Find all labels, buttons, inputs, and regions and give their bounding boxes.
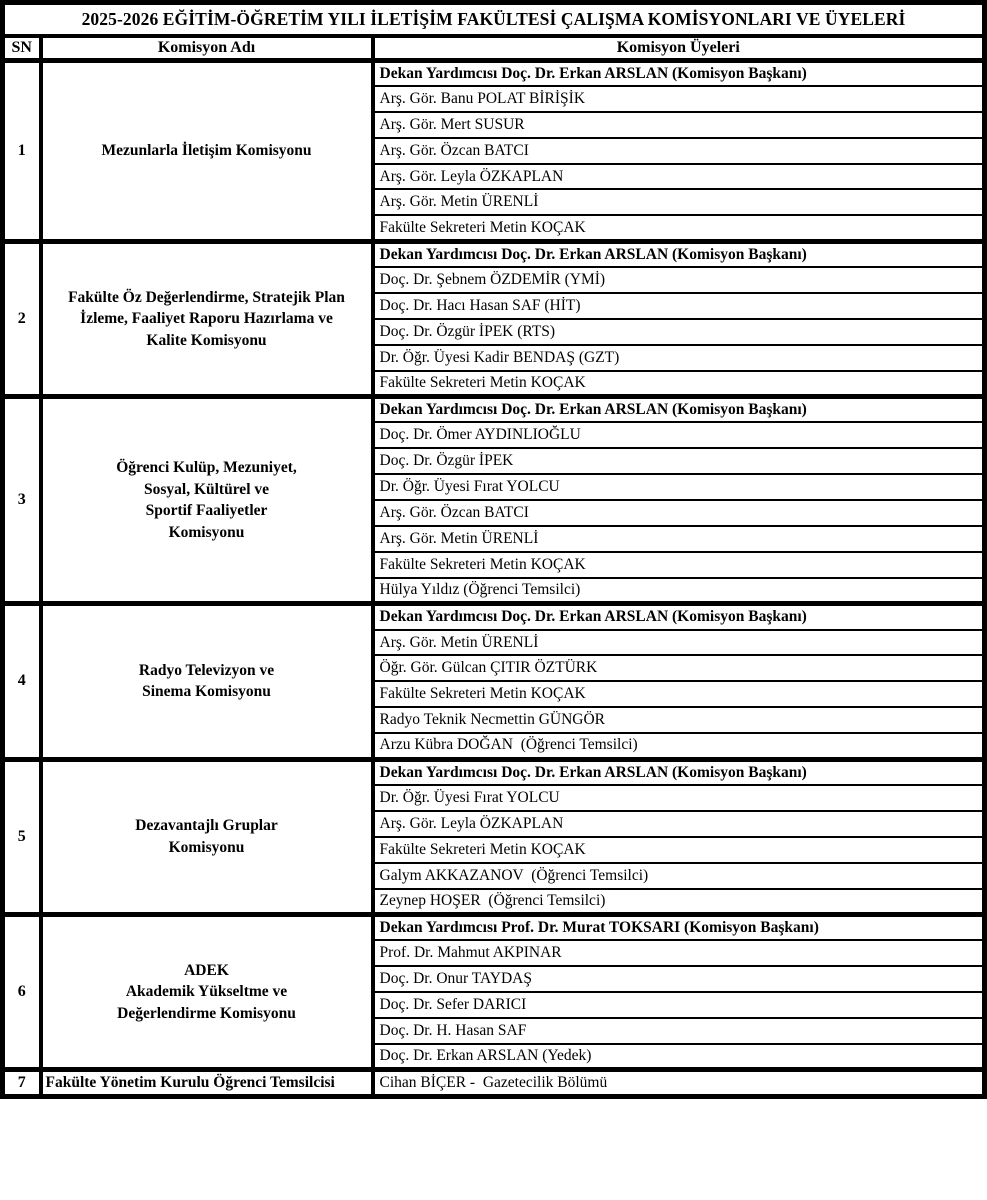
commission-chair-member: Dekan Yardımcısı Doç. Dr. Erkan ARSLAN (Komisyon Başkanı) — [373, 604, 985, 630]
commission-row — [3, 60, 985, 86]
header-row — [3, 36, 985, 61]
commission-name-line: Öğrenci Kulüp, Mezuniyet, — [116, 459, 297, 477]
commission-member: Arzu Kübra DOĞAN (Öğrenci Temsilci) — [373, 733, 985, 759]
commission-sn: 2 — [3, 241, 41, 396]
commission-member: Doç. Dr. Özgür İPEK (RTS) — [373, 319, 985, 345]
column-header-commission-name: Komisyon Adı — [41, 36, 373, 61]
commissions-body — [3, 60, 985, 1096]
commission-member: Arş. Gör. Mert SUSUR — [373, 112, 985, 138]
commission-row — [3, 397, 985, 423]
commission-name-line: Akademik Yükseltme ve — [125, 983, 288, 1001]
page-title: 2025-2026 EĞİTİM-ÖĞRETİM YILI İLETİŞİM FAKÜLTESİ ÇALIŞMA KOMİSYONLARI VE ÜYELERİ — [3, 3, 985, 36]
commission-member: Arş. Gör. Banu POLAT BİRİŞİK — [373, 86, 985, 112]
commission-member: Doç. Dr. Hacı Hasan SAF (HİT) — [373, 293, 985, 319]
commission-sn: 5 — [3, 759, 41, 914]
commission-member: Dr. Öğr. Üyesi Fırat YOLCU — [373, 474, 985, 500]
commission-member: Doç. Dr. H. Hasan SAF — [373, 1018, 985, 1044]
commission-member: Arş. Gör. Metin ÜRENLİ — [373, 630, 985, 656]
commission-sn: 4 — [3, 604, 41, 759]
commission-chair-member: Dekan Yardımcısı Doç. Dr. Erkan ARSLAN (Komisyon Başkanı) — [373, 241, 985, 267]
commission-member: Fakülte Sekreteri Metin KOÇAK — [373, 371, 985, 397]
commission-row — [3, 914, 985, 940]
commission-member: Doç. Dr. Erkan ARSLAN (Yedek) — [373, 1044, 985, 1070]
commission-name-line: Komisyonu — [168, 523, 245, 541]
commission-name-line: ADEK — [184, 962, 229, 979]
commission-name — [41, 397, 373, 604]
commission-member: Zeynep HOŞER (Öğrenci Temsilci) — [373, 889, 985, 915]
commission-name-line: Sosyal, Kültürel ve — [143, 480, 269, 498]
commission-member: Fakülte Sekreteri Metin KOÇAK — [373, 552, 985, 578]
column-header-sn: SN — [3, 36, 41, 61]
commission-name-line: Dezavantajlı Gruplar — [135, 817, 278, 835]
commission-name-line: Fakülte Yönetim Kurulu Öğrenci Temsilcisi — [45, 1074, 335, 1092]
commission-sn: 1 — [3, 60, 41, 241]
commission-row — [3, 604, 985, 630]
commission-member: Doç. Dr. Özgür İPEK — [373, 448, 985, 474]
commission-name — [41, 60, 373, 241]
commission-member: Fakülte Sekreteri Metin KOÇAK — [373, 681, 985, 707]
commission-name — [41, 241, 373, 396]
commission-sn: 6 — [3, 914, 41, 1069]
commission-member: Arş. Gör. Leyla ÖZKAPLAN — [373, 811, 985, 837]
commission-member: Arş. Gör. Özcan BATCI — [373, 138, 985, 164]
commission-row — [3, 1070, 985, 1096]
commission-name-line: Değerlendirme Komisyonu — [117, 1004, 296, 1022]
commission-sn: 3 — [3, 397, 41, 604]
commission-name-line: Sinema Komisyonu — [142, 683, 271, 701]
commission-name-line: Sportif Faaliyetler — [145, 502, 268, 520]
commission-member: Dr. Öğr. Üyesi Fırat YOLCU — [373, 785, 985, 811]
commission-member: Prof. Dr. Mahmut AKPINAR — [373, 940, 985, 966]
commission-row — [3, 759, 985, 785]
commission-member: Doç. Dr. Ömer AYDINLIOĞLU — [373, 422, 985, 448]
commission-chair-member: Dekan Yardımcısı Doç. Dr. Erkan ARSLAN (Komisyon Başkanı) — [373, 397, 985, 423]
commission-name-line: Kalite Komisyonu — [146, 331, 267, 349]
commission-row — [3, 241, 985, 267]
column-header-commission-members: Komisyon Üyeleri — [373, 36, 985, 61]
commission-name-line: İzleme, Faaliyet Raporu Hazırlama ve — [80, 310, 333, 328]
commission-chair-member: Dekan Yardımcısı Prof. Dr. Murat TOKSARI (Komisyon Başkanı) — [373, 914, 985, 940]
commission-member: Fakülte Sekreteri Metin KOÇAK — [373, 837, 985, 863]
commission-chair-member: Dekan Yardımcısı Doç. Dr. Erkan ARSLAN (Komisyon Başkanı) — [373, 60, 985, 86]
title-row — [3, 3, 985, 36]
commission-member: Doç. Dr. Şebnem ÖZDEMİR (YMİ) — [373, 267, 985, 293]
commission-sn: 7 — [3, 1070, 41, 1096]
commission-member: Dr. Öğr. Üyesi Kadir BENDAŞ (GZT) — [373, 345, 985, 371]
commission-member: Doç. Dr. Onur TAYDAŞ — [373, 966, 985, 992]
commission-member: Fakülte Sekreteri Metin KOÇAK — [373, 215, 985, 241]
commission-member: Doç. Dr. Sefer DARICI — [373, 992, 985, 1018]
commission-name — [41, 604, 373, 759]
commission-chair-member: Dekan Yardımcısı Doç. Dr. Erkan ARSLAN (Komisyon Başkanı) — [373, 759, 985, 785]
commission-member: Arş. Gör. Metin ÜRENLİ — [373, 189, 985, 215]
commission-member: Arş. Gör. Metin ÜRENLİ — [373, 526, 985, 552]
commission-name — [41, 759, 373, 914]
commission-name-line: Fakülte Öz Değerlendirme, Stratejik Plan — [68, 288, 345, 306]
commission-name-line: Komisyonu — [168, 838, 245, 856]
commission-member: Cihan BİÇER - Gazetecilik Bölümü — [373, 1070, 985, 1096]
commission-member: Radyo Teknik Necmettin GÜNGÖR — [373, 707, 985, 733]
commission-name — [41, 914, 373, 1069]
commission-name-line: Mezunlarla İletişim Komisyonu — [101, 141, 312, 159]
commission-name-line: Radyo Televizyon ve — [138, 662, 275, 679]
commission-member: Arş. Gör. Leyla ÖZKAPLAN — [373, 164, 985, 190]
table-head — [3, 3, 985, 61]
commission-member: Hülya Yıldız (Öğrenci Temsilci) — [373, 578, 985, 604]
commission-member: Galym AKKAZANOV (Öğrenci Temsilci) — [373, 863, 985, 889]
commission-member: Arş. Gör. Özcan BATCI — [373, 500, 985, 526]
commission-name — [41, 1070, 373, 1096]
commission-member: Öğr. Gör. Gülcan ÇITIR ÖZTÜRK — [373, 655, 985, 681]
